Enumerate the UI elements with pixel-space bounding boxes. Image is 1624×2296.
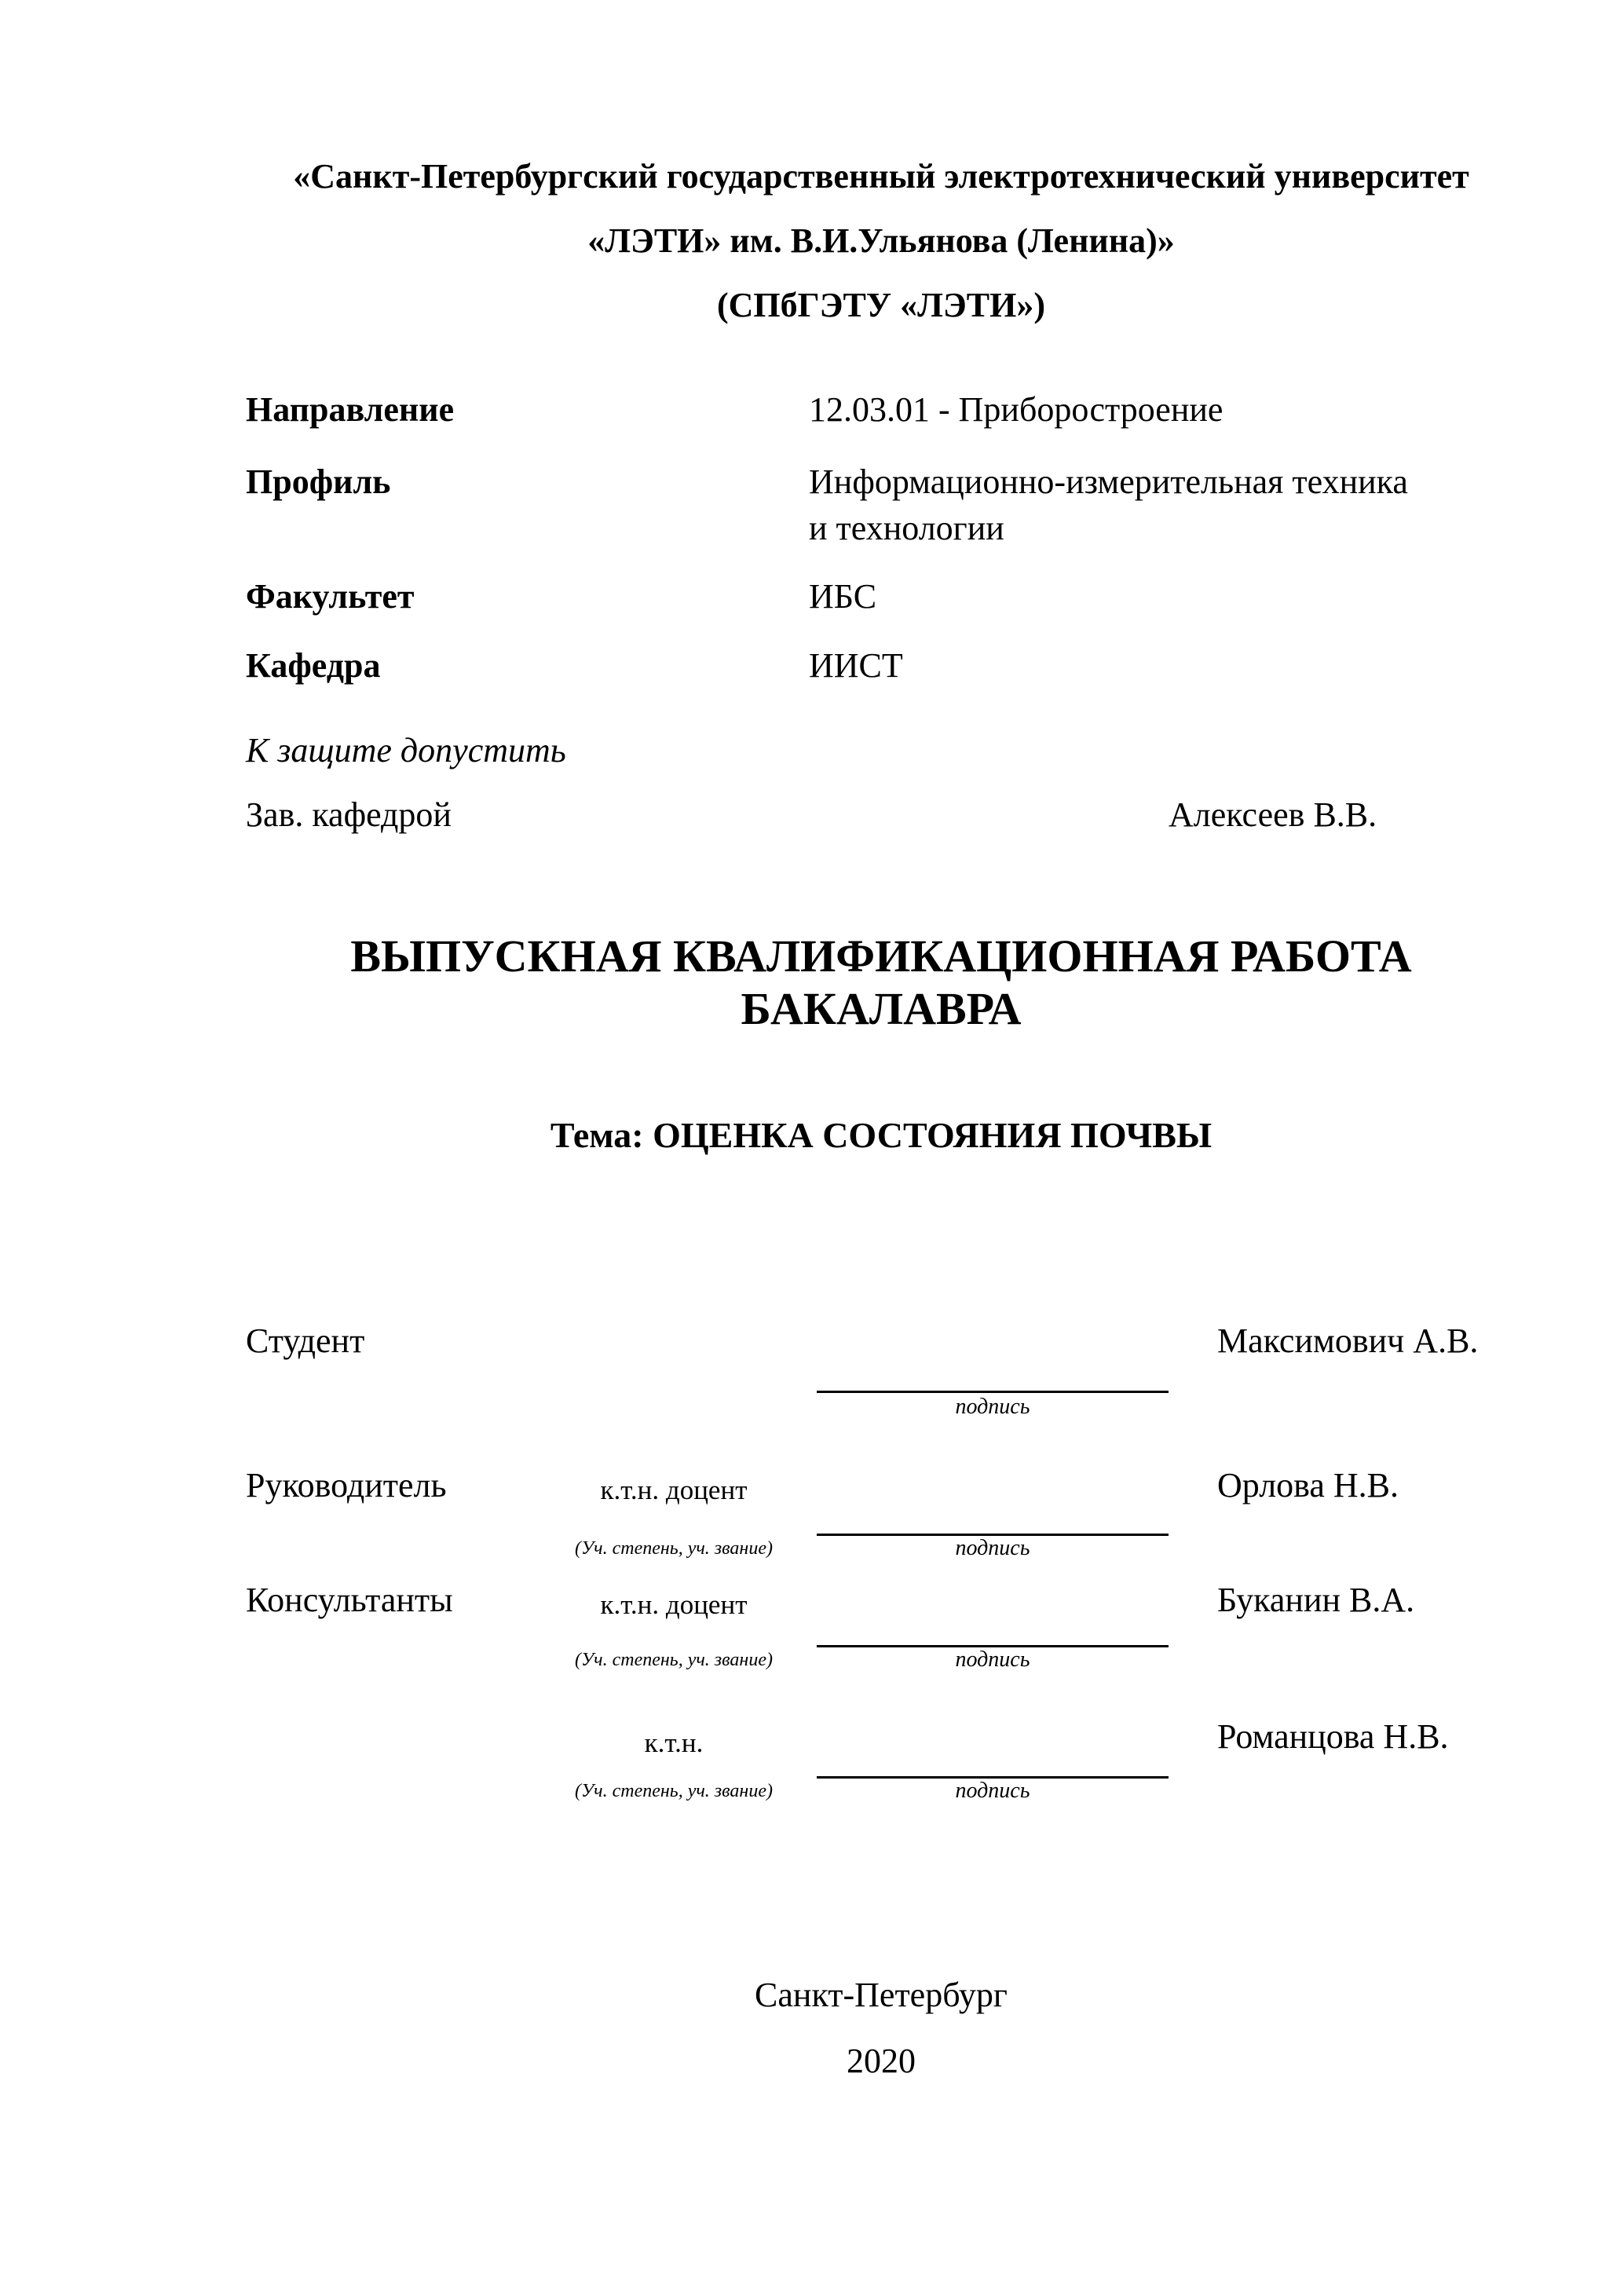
supervisor-role-label: Руководитель [246,1466,447,1504]
university-header [138,144,1624,338]
profile-value-line-1: Информационно-измерительная техника [809,462,1408,501]
consultant-2-signature-caption: подпись [955,1779,1030,1803]
direction-label: Направление [246,390,455,429]
supervisor-signature-caption: подпись [955,1536,1030,1560]
department-value: ИИСТ [809,646,903,685]
student-role-label: Студент [246,1322,365,1360]
work-title-line-1: ВЫПУСКНАЯ КВАЛИФИКАЦИОННАЯ РАБОТА [350,930,1412,982]
head-of-department-name: Алексеев В.В. [1169,795,1377,834]
consultant-1-degree: к.т.н. доцент [600,1589,748,1620]
consultant-1-signature-caption: подпись [955,1647,1030,1672]
consultant-2-name: Романцова Н.В. [1217,1717,1449,1756]
consultant-1-degree-caption: (Уч. степень, уч. звание) [575,1650,773,1670]
university-name-line-2: «ЛЭТИ» им. В.И.Ульянова (Ленина)» [587,221,1175,260]
consultant-2-degree: к.т.н. [644,1727,704,1758]
profile-label: Профиль [246,462,391,501]
department-label: Кафедра [246,646,381,685]
admission-note: К защите допустить [246,731,566,770]
consultants-role-label: Консультанты [246,1581,453,1619]
faculty-label: Факультет [246,577,415,616]
faculty-value: ИБС [809,577,877,616]
profile-value-line-2: и технологии [809,509,1004,547]
student-signature-caption: подпись [955,1395,1030,1419]
city-label: Санкт-Петербург [755,1976,1008,2014]
head-of-department-label: Зав. кафедрой [246,795,452,834]
university-name-line-3: (СПбГЭТУ «ЛЭТИ») [717,286,1045,324]
student-signature-line [817,1391,1169,1393]
thesis-theme: Тема: ОЦЕНКА СОСТОЯНИЯ ПОЧВЫ [550,1115,1213,1155]
work-title [138,930,1624,1035]
student-name: Максимович А.В. [1217,1322,1479,1360]
supervisor-name: Орлова Н.В. [1217,1466,1399,1504]
direction-value: 12.03.01 - Приборостроение [809,390,1223,429]
work-title-line-2: БАКАЛАВРА [741,983,1022,1034]
university-name-line-1: «Санкт-Петербургский государственный электротехнический университет [293,157,1469,196]
supervisor-degree-caption: (Уч. степень, уч. звание) [575,1538,773,1559]
consultant-2-degree-caption: (Уч. степень, уч. звание) [575,1781,773,1801]
year-label: 2020 [847,2042,916,2080]
consultant-1-name: Буканин В.А. [1217,1581,1415,1619]
supervisor-degree: к.т.н. доцент [600,1475,748,1505]
